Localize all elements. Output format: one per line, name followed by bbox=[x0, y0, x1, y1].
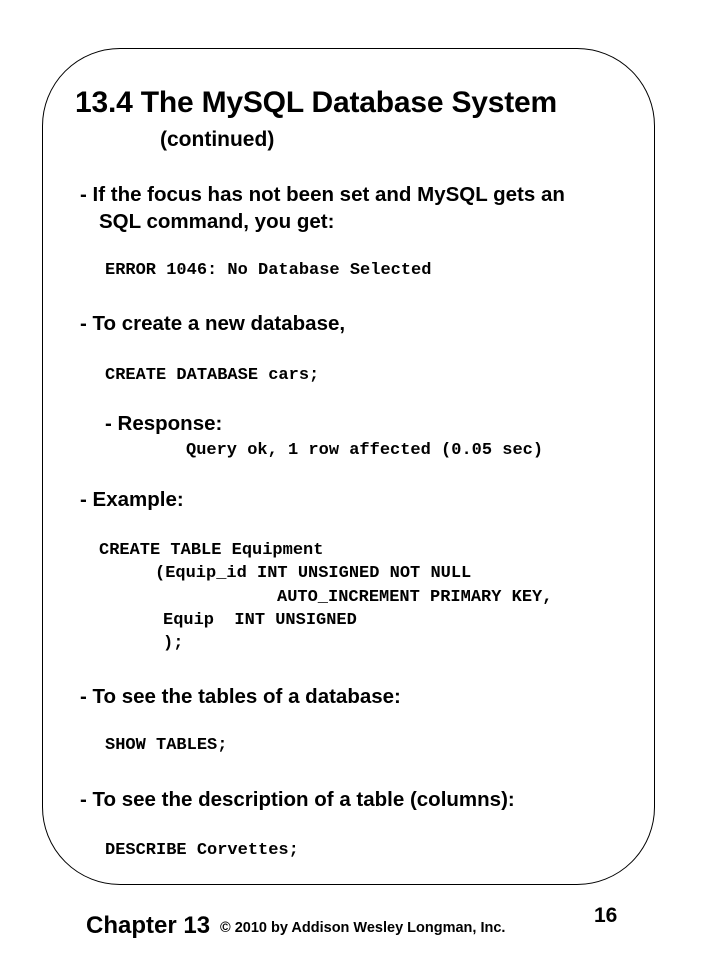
example-label: - Example: bbox=[80, 488, 184, 511]
slide-subtitle: (continued) bbox=[160, 128, 275, 151]
footer-page-number: 16 bbox=[594, 904, 618, 927]
code-response: Query ok, 1 row affected (0.05 sec) bbox=[186, 441, 544, 460]
bullet-describe-table: - To see the description of a table (columns): bbox=[80, 788, 515, 811]
bullet-no-focus-line2: SQL command, you get: bbox=[99, 210, 335, 233]
code-error-message: ERROR 1046: No Database Selected bbox=[105, 261, 432, 280]
slide-title: 13.4 The MySQL Database System bbox=[75, 86, 557, 119]
code-example-line: Equip INT UNSIGNED bbox=[163, 611, 357, 630]
footer-chapter: Chapter 13 bbox=[86, 912, 211, 939]
code-example-line: AUTO_INCREMENT PRIMARY KEY, bbox=[277, 588, 553, 607]
code-example-line: ); bbox=[163, 634, 184, 653]
code-example-line: (Equip_id INT UNSIGNED NOT NULL bbox=[155, 564, 472, 583]
bullet-no-focus-line1: - If the focus has not been set and MySQL gets an bbox=[80, 183, 565, 206]
code-show-tables: SHOW TABLES; bbox=[105, 736, 228, 755]
code-example-line: CREATE TABLE Equipment bbox=[99, 541, 324, 560]
bullet-show-tables: - To see the tables of a database: bbox=[80, 685, 401, 708]
response-label: - Response: bbox=[105, 412, 223, 435]
bullet-create-database: - To create a new database, bbox=[80, 312, 346, 335]
slide-frame bbox=[42, 48, 655, 885]
code-create-database: CREATE DATABASE cars; bbox=[105, 366, 320, 385]
footer-copyright: © 2010 by Addison Wesley Longman, Inc. bbox=[220, 920, 506, 936]
code-describe: DESCRIBE Corvettes; bbox=[105, 841, 299, 860]
